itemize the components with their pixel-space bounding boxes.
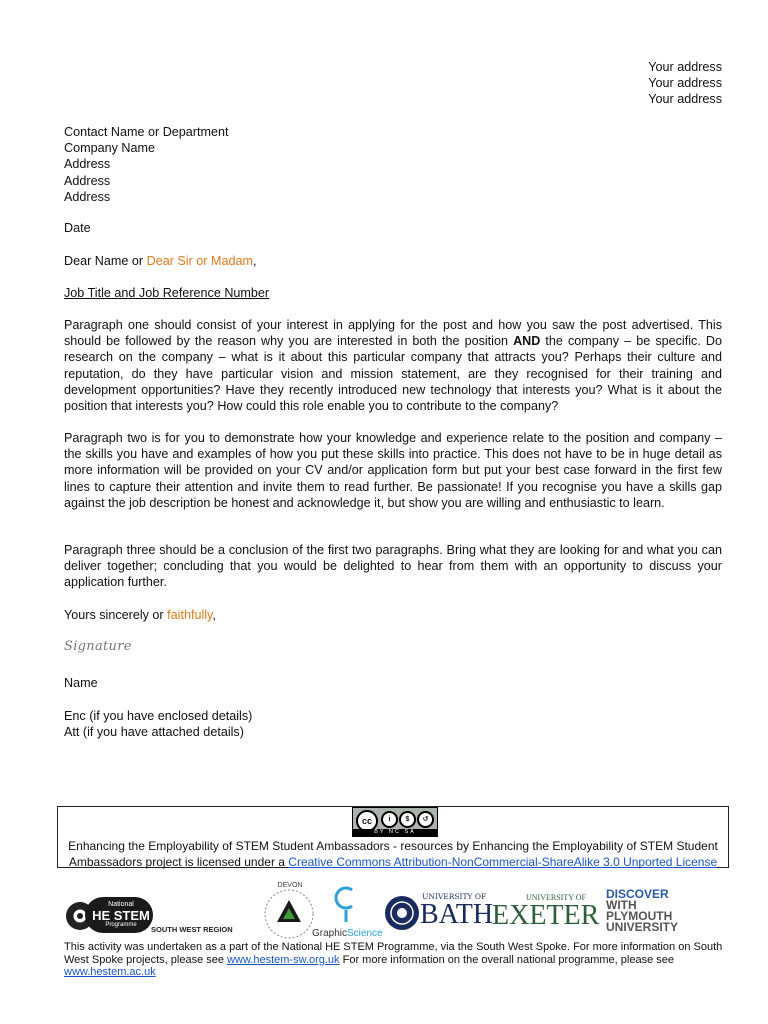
graphic-science-emblem — [312, 884, 384, 926]
closing-prefix: Yours sincerely or — [64, 608, 168, 622]
recipient-line: Address — [64, 173, 111, 188]
plymouth-university-logo — [606, 889, 690, 937]
license-line-2-prefix: Ambassadors project is licensed under a — [68, 855, 289, 869]
hestem-sw-link[interactable]: www.hestem-sw.org.uk — [227, 953, 340, 966]
signature: Signature — [64, 639, 132, 654]
he-stem-sub: Programme — [105, 922, 137, 928]
closing — [64, 607, 722, 623]
license-link[interactable]: Creative Commons Attribution-NonCommercial-ShareAlike 3.0 Unported License — [288, 855, 718, 869]
graphic-science-part1: Graphic — [312, 928, 348, 939]
plymouth-line-3: PLYMOUTH — [606, 909, 673, 923]
recipient-line: Address — [64, 157, 111, 172]
sender-address — [560, 59, 722, 108]
closing-alt: faithfully — [167, 608, 213, 622]
plymouth-line-1: DISCOVER — [606, 887, 669, 901]
he-stem-region: SOUTH WEST REGION — [151, 925, 233, 934]
bath-small: UNIVERSITY OF — [422, 892, 487, 901]
signer-name: Name — [64, 676, 98, 690]
hestem-national-link[interactable]: www.hestem.ac.uk — [64, 966, 156, 979]
footer-note — [64, 941, 724, 979]
graphic-science-text — [312, 928, 383, 940]
letter-date: Date — [64, 221, 91, 235]
he-stem-main: HE STEM — [92, 908, 150, 923]
license-box — [57, 806, 729, 868]
footer-note-text-2: For more information on the overall national programme, please see — [339, 953, 674, 966]
cc-license-badge[interactable] — [352, 807, 438, 837]
recipient-address — [64, 124, 722, 205]
enclosure-line: Enc (if you have enclosed details) — [64, 709, 253, 723]
plymouth-line-4: UNIVERSITY — [606, 920, 679, 934]
paragraph-one-emphasis: AND — [513, 334, 541, 349]
cc-icon: cc — [356, 810, 378, 832]
paragraph-two: Paragraph two is for you to demonstrate how your knowledge and experience relate to the position and company – the skills you have and examples of how you put these skills into practice. This does not have to be in huge detail as more information will be provided on your CV and/or application form but put your best case forward in the first few lines to capture their attention and invite them to read further. Be passionate! If you recognise you have a skills gap against the job description be honest and acknowledge it, but show you are willing and enthusiastic to learn. — [64, 431, 722, 510]
address-line: Your address — [648, 92, 722, 107]
bath-crest-icon — [384, 890, 424, 936]
bath-main: BATH — [420, 899, 494, 930]
address-line: Your address — [648, 76, 722, 91]
closing-suffix: , — [212, 608, 216, 622]
salutation-suffix: , — [252, 254, 257, 268]
salutation-alt: Dear Sir or Madam — [146, 254, 253, 268]
he-stem-small: National — [108, 901, 134, 908]
attribution-icon: i — [381, 811, 398, 828]
salutation — [64, 253, 722, 269]
salutation-prefix: Dear Name or — [64, 254, 147, 268]
devon-text: DEVON — [277, 882, 303, 889]
license-line-2 — [58, 854, 728, 870]
he-stem-logo — [63, 880, 233, 938]
exeter-main: EXETER — [492, 900, 600, 931]
recipient-line: Address — [64, 189, 111, 204]
subject-line: Job Title and Job Reference Number — [64, 286, 270, 300]
graphic-science-logo — [312, 884, 384, 942]
university-of-exeter-logo — [492, 893, 598, 938]
license-line-1: Enhancing the Employability of STEM Student Ambassadors - resources by Enhancing the Employability of STEM Student — [68, 839, 718, 853]
plymouth-line-2: WITH — [606, 898, 637, 912]
sharealike-icon: ↺ — [417, 811, 434, 828]
paragraph-one-text-b: the company – be specific. Do research on the company – what is it about this particular company that attracts you? Perhaps their culture and reputation, do they have particular vision and mission statement, are they recognised for their training and development opportunities? Have they recently introduced new technology that interests you? What is it about the position that interests you? How could this role enable you to contribute to the company? — [64, 334, 722, 414]
paragraph-three: Paragraph three should be a conclusion of the first two paragraphs. Bring what they are looking for and what you can deliver together; concluding that you would be delighted to hear from them with an opportunity to discuss your application further. — [64, 543, 722, 590]
exeter-small: UNIVERSITY OF — [526, 893, 586, 902]
graphic-science-part2: Science — [347, 928, 383, 939]
enclosure-line: Att (if you have attached details) — [64, 725, 244, 740]
paragraph-one — [64, 317, 722, 414]
cc-badge-strip: BY NC SA — [353, 829, 437, 836]
footer-note-text-1: This activity was undertaken as a part of the National HE STEM Programme, via the South West Spoke. For more information on South West Spoke projects, please see — [64, 941, 723, 966]
address-line: Your address — [648, 60, 722, 74]
license-text — [58, 838, 728, 870]
recipient-line: Contact Name or Department — [64, 125, 229, 139]
recipient-line: Company Name — [64, 141, 155, 156]
paragraph-one-text-a: Paragraph one should consist of your interest in applying for the post and how you saw the post advertised. This should be followed by the reason why you are interested in both the position — [64, 318, 722, 349]
enclosures — [64, 708, 722, 740]
noncommercial-icon: $ — [399, 811, 416, 828]
